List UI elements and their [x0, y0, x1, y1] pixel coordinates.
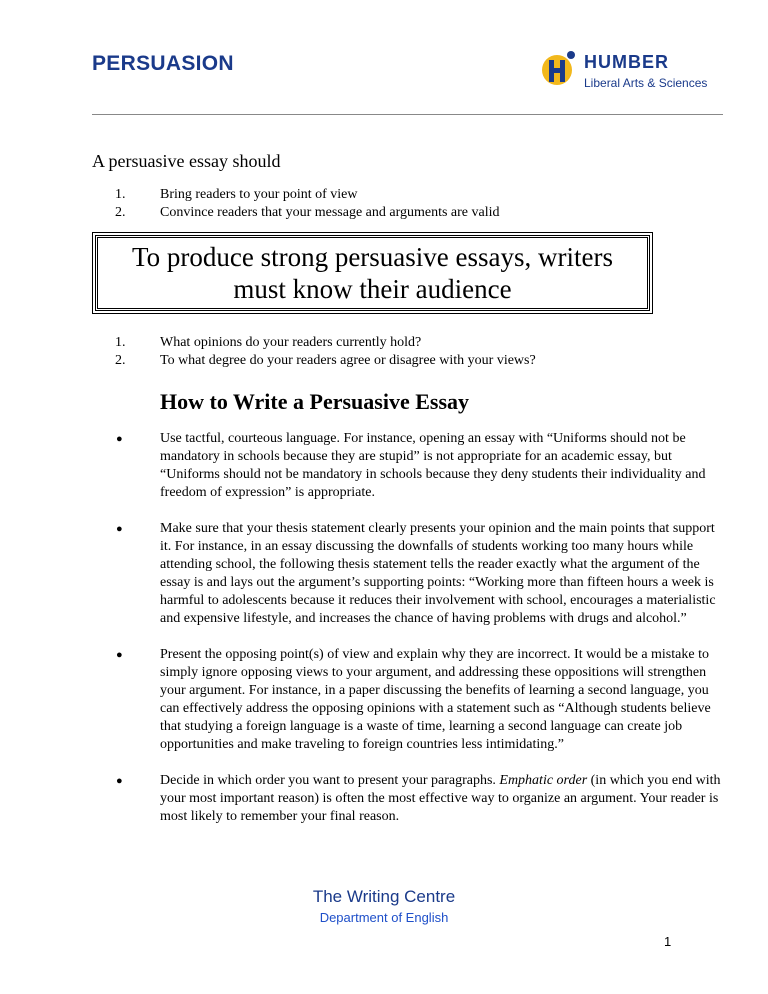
list-number: 1.: [115, 335, 126, 350]
list-text: What opinions do your readers currently hold?: [160, 335, 422, 350]
bullet-text: Make sure that your thesis statement clearly presents your opinion and the main points that support it. For instance, in an essay discussing the downfalls of students working too many hours while attending school, the following thesis statement tells the reader exactly what the argument of the essay is and lays out the argument’s supporting points: “Working more than fifteen hours a week is harmful to adolescents because it reduces their involvement with school, encourages a materialistic and expensive lifestyle, and increases the chance of having problems with drugs and alcohol.”: [160, 521, 716, 626]
list-item: [92, 772, 728, 826]
list-item: [92, 646, 728, 754]
audience-questions-list: [115, 334, 536, 370]
intro-list: [115, 186, 500, 222]
section-heading: How to Write a Persuasive Essay: [160, 389, 469, 414]
page-title: PERSUASION: [92, 52, 234, 75]
humber-logo: [540, 46, 730, 94]
list-item: [92, 430, 728, 502]
list-number: 2.: [115, 353, 126, 368]
bullet-text: Present the opposing point(s) of view and explain why they are incorrect. It would be a mistake to simply ignore opposing views to your argument, and addressing these oppositions will strengthen your argument. For instance, in a paper discussing the benefits of learning a second language, you can effectively address the opposing opinions with a statement such as “Although students believe that studying a foreign language is a waste of time, learning a second language can create job opportunities and make traveling to foreign countries less intimidating.”: [160, 647, 711, 752]
list-text: Bring readers to your point of view: [160, 187, 358, 202]
callout-line-2: must know their audience: [233, 274, 512, 304]
list-number: 1.: [115, 187, 126, 202]
humber-logo-icon: [540, 48, 578, 88]
page-number: 1: [664, 934, 672, 949]
bullet-icon: ●: [116, 523, 123, 535]
bullet-icon: ●: [116, 649, 123, 661]
logo-subtitle: Liberal Arts & Sciences: [584, 76, 708, 90]
list-item: [92, 520, 728, 628]
bullet-icon: ●: [116, 433, 123, 445]
list-item: [115, 186, 500, 204]
footer-subtitle: Department of English: [319, 910, 449, 925]
list-item: [115, 334, 536, 352]
bullet-text: Decide in which order you want to present your paragraphs. Emphatic order (in which you end with your most important reason) is often the most effective way to organize an argument. Your reader is most likely to remember your final reason.: [160, 773, 721, 824]
header-divider: [92, 114, 723, 115]
list-item: [115, 204, 500, 222]
callout-line-1: To produce strong persuasive essays, writers: [132, 242, 613, 272]
bullet-icon: ●: [116, 775, 123, 787]
list-text: To what degree do your readers agree or disagree with your views?: [160, 353, 536, 368]
logo-wordmark: HUMBER: [584, 52, 669, 72]
footer-title: The Writing Centre: [312, 887, 456, 906]
list-number: 2.: [115, 205, 126, 220]
intro-heading: A persuasive essay should: [92, 151, 281, 171]
audience-callout-box: [92, 232, 653, 314]
list-text: Convince readers that your message and arguments are valid: [160, 205, 500, 220]
emphatic-order-term: Emphatic order: [499, 773, 588, 788]
list-item: [115, 352, 536, 370]
tips-bullet-list: [92, 430, 728, 844]
bullet-text: Use tactful, courteous language. For instance, opening an essay with “Uniforms should not be mandatory in schools because they are stupid” is not appropriate for an academic essay, but “Uniforms should not be mandatory in schools because they deny students their individuality and freedom of expression” is appropriate.: [160, 431, 706, 500]
